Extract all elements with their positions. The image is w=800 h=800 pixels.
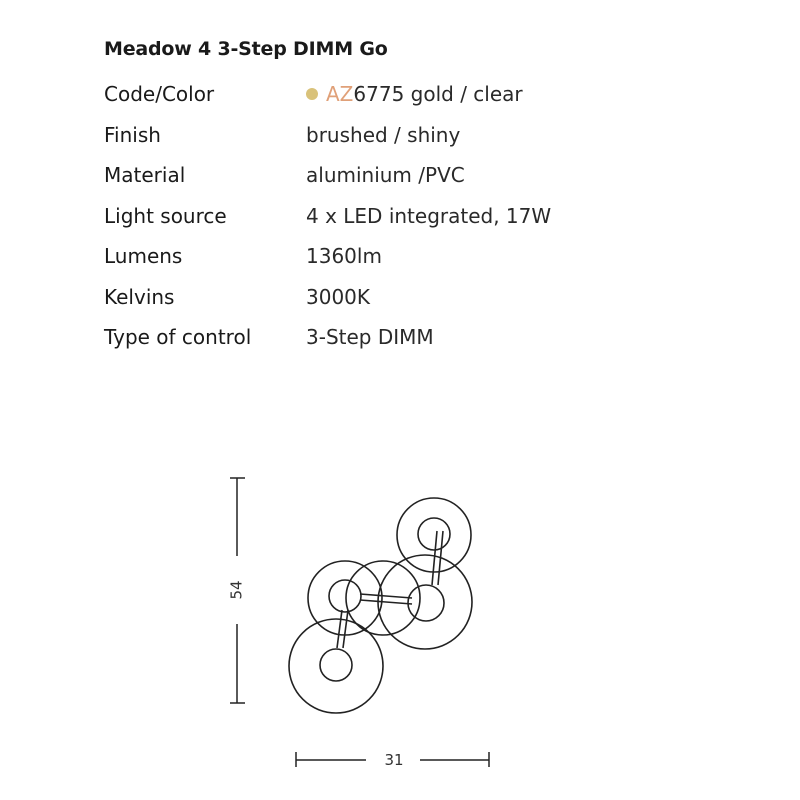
disc-middle-left bbox=[308, 561, 382, 635]
spec-value-kelvins: 3000K bbox=[306, 285, 371, 309]
spec-label-lumens: Lumens bbox=[104, 244, 183, 268]
code-prefix: AZ bbox=[326, 82, 354, 106]
led-head-bottom bbox=[320, 649, 352, 681]
arm-left bbox=[337, 610, 342, 648]
spec-label-kelvins: Kelvins bbox=[104, 285, 175, 309]
spec-value-material: aluminium /PVC bbox=[306, 163, 465, 187]
spec-value-type-of-control: 3-Step DIMM bbox=[306, 325, 434, 349]
spec-value-finish: brushed / shiny bbox=[306, 123, 461, 147]
spec-value-light-source: 4 x LED integrated, 17W bbox=[306, 204, 552, 228]
color-text: gold / clear bbox=[404, 82, 523, 106]
arm-middle-inner bbox=[360, 600, 412, 604]
arm-top bbox=[432, 531, 437, 585]
spec-label-light-source: Light source bbox=[104, 204, 227, 228]
spec-label-material: Material bbox=[104, 163, 186, 187]
spec-value-lumens: 1360lm bbox=[306, 244, 382, 268]
arm-middle bbox=[360, 594, 412, 598]
led-head-top bbox=[418, 518, 450, 550]
spec-label-finish: Finish bbox=[104, 123, 161, 147]
spec-label-code-color: Code/Color bbox=[104, 82, 215, 106]
height-label: 54 bbox=[227, 580, 246, 600]
arm-left-inner bbox=[343, 610, 348, 648]
led-head-middle-left bbox=[329, 580, 361, 612]
spec-label-type-of-control: Type of control bbox=[104, 325, 252, 349]
lamp-illustration bbox=[289, 498, 472, 713]
product-title: Meadow 4 3-Step DIMM Go bbox=[104, 38, 388, 60]
code-number: 6775 bbox=[353, 82, 405, 106]
width-label: 31 bbox=[384, 751, 404, 769]
led-head-middle-right bbox=[408, 585, 444, 621]
